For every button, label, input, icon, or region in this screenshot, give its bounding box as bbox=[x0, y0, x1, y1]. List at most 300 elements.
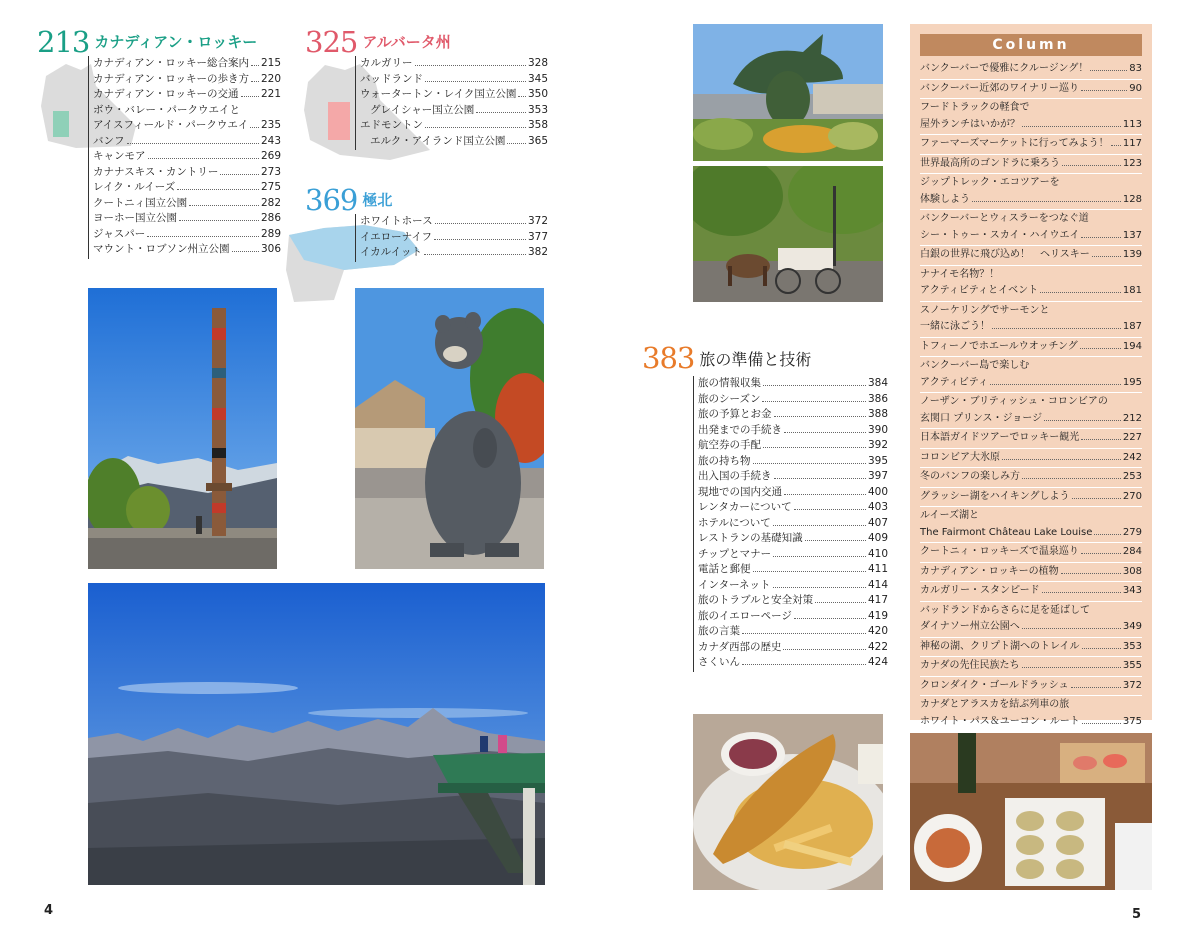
toc-entry-page: 384 bbox=[867, 377, 888, 389]
column-entry-page: 212 bbox=[1122, 412, 1142, 424]
column-entry-page: 349 bbox=[1122, 621, 1142, 632]
column-entry-title: ホワイト・パス＆ユーコン・ルート bbox=[920, 715, 1080, 727]
column-entry-title: グラッシー湖をハイキングしよう bbox=[920, 490, 1070, 502]
toc-entry bbox=[698, 593, 888, 609]
toc-entry-title: レストランの基礎知識 bbox=[698, 532, 803, 544]
toc-entry bbox=[698, 516, 888, 532]
toc-entry bbox=[360, 56, 548, 72]
column-entry-title: バンクーバーとウィスラーをつなぐ道 bbox=[920, 213, 1089, 224]
toc-entry-title: イエローナイフ bbox=[360, 230, 433, 243]
toc-entry-title: カナディアン・ロッキーの交通 bbox=[93, 88, 239, 100]
dot-leader bbox=[1022, 628, 1121, 629]
dot-leader bbox=[220, 174, 259, 175]
toc-entry-title: 旅のイエローページ bbox=[698, 609, 792, 622]
toc-entry-title: チップとマナー bbox=[698, 547, 772, 560]
column-entry-title: ジップトレック・エコツアーを bbox=[920, 177, 1060, 188]
toc-entry bbox=[360, 118, 548, 134]
section-title: 旅の準備と技術 bbox=[699, 350, 812, 369]
section-title: カナディアン・ロッキー bbox=[94, 33, 258, 51]
toc-list-north bbox=[355, 214, 548, 262]
column-entry-title: 白銀の世界に飛び込め！ ヘリスキー bbox=[920, 249, 1090, 260]
toc-entry-title: カルガリー bbox=[360, 57, 413, 69]
toc-entry bbox=[698, 376, 888, 392]
column-entry-title: コロンビア大氷原 bbox=[920, 451, 1000, 463]
column-entry-title: 日本語ガイドツアーでロッキー観光 bbox=[920, 432, 1080, 443]
toc-entry-page: 392 bbox=[867, 439, 888, 451]
toc-entry-page: 235 bbox=[260, 119, 281, 131]
column-entry-title: カナダの先住民族たち bbox=[920, 660, 1020, 671]
toc-entry-page: 417 bbox=[867, 594, 888, 606]
dot-leader bbox=[435, 223, 526, 224]
dot-leader bbox=[250, 127, 259, 128]
column-entry-title: 冬のバンフの楽しみ方 bbox=[920, 471, 1020, 482]
dot-leader bbox=[1062, 165, 1121, 166]
dot-leader bbox=[794, 618, 866, 619]
column-entry-page: 343 bbox=[1122, 585, 1142, 596]
section-header-rockies bbox=[37, 27, 257, 57]
toc-entry bbox=[698, 562, 888, 578]
toc-entry-title: 旅の予算とお金 bbox=[698, 408, 772, 420]
toc-entry-page: 390 bbox=[867, 423, 888, 436]
column-entry-page: 195 bbox=[1122, 376, 1142, 388]
photo-orca-topiary bbox=[693, 24, 883, 161]
toc-entry bbox=[93, 56, 281, 72]
column-entry bbox=[920, 135, 1142, 155]
column-entry bbox=[920, 602, 1142, 638]
dot-leader bbox=[425, 127, 526, 128]
section-number: 383 bbox=[642, 341, 695, 375]
toc-entry-page: 353 bbox=[527, 103, 548, 116]
toc-entry bbox=[698, 547, 888, 563]
dot-leader bbox=[1022, 478, 1121, 479]
dot-leader bbox=[1040, 292, 1121, 293]
toc-entry-title: ホワイトホース bbox=[360, 215, 433, 227]
dot-leader bbox=[476, 112, 526, 113]
column-entry-page: 284 bbox=[1122, 546, 1142, 557]
toc-entry-title: 旅の言葉 bbox=[698, 625, 740, 637]
column-entry-title: ダイナソー州立公園へ bbox=[920, 621, 1020, 632]
dot-leader bbox=[424, 254, 526, 255]
column-entry-title: 体験しよう bbox=[920, 193, 970, 205]
toc-entry bbox=[698, 640, 888, 656]
dot-leader bbox=[127, 143, 259, 144]
dot-leader bbox=[251, 81, 259, 82]
column-entry-title: ルイーズ湖と bbox=[920, 510, 979, 521]
dot-leader bbox=[507, 143, 526, 144]
dot-leader bbox=[232, 251, 259, 252]
toc-entry bbox=[698, 609, 888, 625]
column-entry bbox=[920, 60, 1142, 80]
dot-leader bbox=[1094, 534, 1121, 535]
toc-entry-page: 269 bbox=[260, 150, 281, 162]
column-entry-title: 一緒に泳ごう！ bbox=[920, 321, 990, 332]
toc-entry-title: カナディアン・ロッキーの歩き方 bbox=[93, 72, 250, 85]
column-heading: Column bbox=[920, 34, 1142, 56]
dot-leader bbox=[1082, 723, 1121, 724]
dot-leader bbox=[1081, 90, 1127, 91]
toc-entry-title: ボウ・バレー・パークウエイと bbox=[93, 103, 240, 116]
toc-entry bbox=[698, 423, 888, 439]
toc-entry bbox=[698, 655, 888, 671]
column-entry bbox=[920, 302, 1142, 338]
column-entry-title: ナナイモ名物？！ bbox=[920, 268, 1000, 280]
toc-entry bbox=[698, 578, 888, 594]
column-entry-page: 355 bbox=[1122, 660, 1142, 671]
column-entry-page: 123 bbox=[1122, 157, 1142, 169]
toc-entry-title: ヨーホー国立公園 bbox=[93, 212, 177, 224]
column-entry-page: 187 bbox=[1122, 321, 1142, 332]
toc-entry-title: 出発までの手続き bbox=[698, 423, 782, 436]
dot-leader bbox=[518, 96, 526, 97]
toc-entry-page: 306 bbox=[260, 243, 281, 255]
column-entry-title: 神秘の湖、クリプト湖へのトレイル bbox=[920, 640, 1080, 652]
toc-entry-page: 409 bbox=[867, 532, 888, 544]
dot-leader bbox=[1022, 667, 1121, 668]
toc-entry-title: エルク・アイランド国立公園 bbox=[370, 134, 506, 147]
toc-entry bbox=[698, 500, 888, 516]
toc-entry bbox=[93, 149, 281, 165]
section-number: 213 bbox=[37, 25, 90, 59]
column-entry bbox=[920, 449, 1142, 469]
toc-entry-page: 243 bbox=[260, 134, 281, 147]
column-entry-title: カナディアン・ロッキーの植物 bbox=[920, 565, 1059, 577]
toc-entry-page: 372 bbox=[527, 215, 548, 227]
dot-leader bbox=[1081, 237, 1120, 238]
toc-entry-title: 旅の情報収集 bbox=[698, 377, 761, 389]
toc-list-alberta bbox=[355, 56, 548, 150]
column-entry-title: 世界最高所のゴンドラに乗ろう bbox=[920, 157, 1060, 169]
column-entry-title: アクティビティとイベント bbox=[920, 285, 1039, 296]
toc-entry-title: インターネット bbox=[698, 578, 771, 591]
column-entry bbox=[920, 543, 1142, 563]
column-entry bbox=[920, 80, 1142, 100]
toc-entry bbox=[360, 87, 548, 103]
toc-entry bbox=[93, 227, 281, 243]
column-entry-page: 117 bbox=[1122, 138, 1142, 149]
toc-entry-page: 220 bbox=[260, 72, 281, 85]
toc-entry bbox=[698, 469, 888, 485]
toc-entry-page: 328 bbox=[527, 57, 548, 69]
photo-oysters-and-wine bbox=[910, 733, 1152, 890]
toc-entry-page: 382 bbox=[527, 246, 548, 258]
dot-leader bbox=[1022, 126, 1121, 127]
toc-entry bbox=[698, 392, 888, 408]
column-entry-page: 90 bbox=[1129, 82, 1142, 94]
toc-entry bbox=[93, 242, 281, 258]
column-entry-page: 137 bbox=[1122, 229, 1142, 241]
dot-leader bbox=[241, 96, 259, 97]
column-entry-title: シー・トゥー・スカイ・ハイウエイ bbox=[920, 229, 1080, 241]
toc-entry-page: 365 bbox=[527, 134, 548, 147]
dot-leader bbox=[784, 432, 866, 433]
dot-leader bbox=[1082, 648, 1121, 649]
dot-leader bbox=[784, 494, 866, 495]
column-entry-page: 139 bbox=[1122, 249, 1142, 260]
column-entry bbox=[920, 174, 1142, 210]
toc-entry-page: 386 bbox=[867, 392, 888, 405]
dot-leader bbox=[972, 201, 1121, 202]
toc-entry-title: クートニィ国立公園 bbox=[93, 196, 188, 209]
column-entry-page: 353 bbox=[1122, 640, 1142, 652]
toc-entry-title: カナナスキス・カントリー bbox=[93, 165, 219, 178]
toc-entry bbox=[360, 230, 548, 246]
column-entry bbox=[920, 246, 1142, 266]
toc-entry-page: 420 bbox=[867, 625, 888, 637]
column-entry bbox=[920, 210, 1142, 246]
photo-totem-pole bbox=[88, 288, 277, 569]
toc-entry bbox=[360, 103, 548, 119]
column-entry-page: 253 bbox=[1122, 471, 1142, 482]
column-entry bbox=[920, 468, 1142, 488]
column-entry-title: バンクーバー島で楽しむ bbox=[920, 360, 1030, 371]
column-entry bbox=[920, 488, 1142, 508]
column-entry-title: クートニィ・ロッキーズで温泉巡り bbox=[920, 546, 1079, 557]
toc-entry-title: キャンモア bbox=[93, 150, 146, 162]
toc-entry-page: 273 bbox=[260, 165, 281, 178]
toc-entry-page: 350 bbox=[527, 88, 548, 100]
column-entry-page: 113 bbox=[1122, 118, 1142, 130]
toc-entry-page: 358 bbox=[527, 119, 548, 131]
dot-leader bbox=[783, 649, 865, 650]
dot-leader bbox=[425, 81, 526, 82]
column-entry bbox=[920, 99, 1142, 135]
section-title: アルバータ州 bbox=[362, 33, 451, 51]
dot-leader bbox=[1081, 439, 1121, 440]
dot-leader bbox=[189, 205, 259, 206]
toc-entry bbox=[698, 485, 888, 501]
dot-leader bbox=[1072, 498, 1121, 499]
toc-entry-page: 410 bbox=[867, 547, 888, 560]
toc-entry-title: カナダ西部の歴史 bbox=[698, 640, 782, 653]
dot-leader bbox=[1080, 348, 1121, 349]
toc-entry-title: ジャスパー bbox=[93, 227, 146, 240]
toc-entry bbox=[698, 438, 888, 454]
column-entry bbox=[920, 357, 1142, 393]
dot-leader bbox=[1092, 256, 1121, 257]
dot-leader bbox=[147, 236, 259, 237]
column-entry-page: 270 bbox=[1122, 490, 1142, 502]
column-box bbox=[910, 24, 1152, 727]
column-entry bbox=[920, 638, 1142, 658]
toc-entry-page: 411 bbox=[867, 563, 888, 575]
dot-leader bbox=[742, 664, 866, 665]
dot-leader bbox=[1042, 592, 1121, 593]
toc-entry bbox=[93, 211, 281, 227]
dot-leader bbox=[763, 385, 866, 386]
dot-leader bbox=[179, 220, 259, 221]
dot-leader bbox=[773, 556, 866, 557]
toc-entry bbox=[360, 214, 548, 230]
toc-entry bbox=[93, 165, 281, 181]
toc-entry-page: 414 bbox=[867, 578, 888, 591]
toc-entry-title: エドモントン bbox=[360, 119, 423, 131]
column-entry-title: 玄関口 プリンス・ジョージ bbox=[920, 412, 1043, 424]
column-entry-page: 194 bbox=[1122, 340, 1142, 352]
toc-entry bbox=[93, 87, 281, 103]
toc-entry-page: 345 bbox=[527, 72, 548, 85]
toc-entry bbox=[360, 245, 548, 261]
toc-entry bbox=[360, 72, 548, 88]
toc-entry bbox=[93, 72, 281, 88]
column-entry-page: 375 bbox=[1122, 715, 1142, 727]
toc-entry bbox=[698, 407, 888, 423]
toc-entry bbox=[360, 134, 548, 150]
column-entry bbox=[920, 657, 1142, 677]
dot-leader bbox=[1061, 573, 1121, 574]
column-entry-title: クロンダイク・ゴールドラッシュ bbox=[920, 679, 1069, 691]
column-entry bbox=[920, 507, 1142, 543]
toc-list-rockies bbox=[88, 56, 281, 259]
column-entry bbox=[920, 696, 1142, 732]
toc-entry-page: 289 bbox=[260, 227, 281, 240]
toc-entry-page: 221 bbox=[260, 88, 281, 100]
toc-entry-title: レンタカーについて bbox=[698, 501, 792, 513]
toc-entry-page: 424 bbox=[867, 656, 888, 668]
dot-leader bbox=[1081, 553, 1121, 554]
toc-entry bbox=[698, 624, 888, 640]
photo-horse-carriage bbox=[693, 166, 883, 302]
dot-leader bbox=[763, 447, 866, 448]
toc-entry bbox=[93, 180, 281, 196]
dot-leader bbox=[753, 463, 866, 464]
toc-entry-title: 電話と郵便 bbox=[698, 563, 751, 575]
column-entry bbox=[920, 429, 1142, 449]
dot-leader bbox=[148, 158, 259, 159]
column-entry-title: バンクーバーで優雅にクルージング！ bbox=[920, 63, 1089, 74]
column-entry-title: カナダとアラスカを結ぶ列車の旅 bbox=[920, 699, 1070, 710]
section-title: 極北 bbox=[362, 191, 393, 209]
photo-fish-and-chips bbox=[693, 714, 883, 890]
toc-entry-title: バッドランド bbox=[360, 72, 423, 85]
toc-list-preparation bbox=[693, 376, 888, 672]
toc-entry bbox=[93, 196, 281, 212]
column-entry-page: 308 bbox=[1122, 565, 1142, 577]
toc-entry bbox=[93, 103, 281, 119]
column-entry bbox=[920, 582, 1142, 602]
toc-entry-page: 215 bbox=[260, 57, 281, 69]
toc-entry-page: 419 bbox=[867, 609, 888, 622]
toc-entry-title: グレイシャー国立公園 bbox=[370, 103, 475, 116]
column-entry-title: スノーケリングでサーモンと bbox=[920, 304, 1050, 316]
toc-entry-page: 407 bbox=[867, 516, 888, 529]
section-header-preparation bbox=[642, 343, 811, 373]
dot-leader bbox=[1002, 459, 1121, 460]
column-entry bbox=[920, 677, 1142, 697]
column-entry-title: ノーザン・ブリティッシュ・コロンビアの bbox=[920, 396, 1108, 407]
toc-entry-title: 旅のトラブルと安全対策 bbox=[698, 594, 814, 606]
toc-entry-page: 403 bbox=[867, 501, 888, 513]
column-entry-title: ファーマーズマーケットに行ってみよう！ bbox=[920, 138, 1109, 149]
toc-entry-page: 377 bbox=[527, 230, 548, 243]
toc-entry-title: 旅のシーズン bbox=[698, 392, 761, 405]
column-entry-page: 181 bbox=[1122, 285, 1142, 296]
dot-leader bbox=[773, 525, 866, 526]
toc-entry-page: 286 bbox=[260, 212, 281, 224]
toc-entry-title: マウント・ロブソン州立公園 bbox=[93, 243, 230, 255]
toc-entry-title: さくいん bbox=[698, 656, 740, 668]
dot-leader bbox=[1044, 420, 1121, 421]
toc-entry-page: 275 bbox=[260, 181, 281, 193]
column-entry-page: 242 bbox=[1122, 451, 1142, 463]
section-number: 369 bbox=[305, 183, 358, 217]
column-list bbox=[920, 60, 1142, 732]
dot-leader bbox=[434, 239, 526, 240]
column-entry-page: 83 bbox=[1129, 63, 1142, 74]
column-entry-title: フードトラックの軽食で bbox=[920, 102, 1030, 113]
dot-leader bbox=[1090, 70, 1127, 71]
column-entry-title: アクティビティ bbox=[920, 376, 989, 388]
dot-leader bbox=[1071, 687, 1121, 688]
dot-leader bbox=[773, 587, 866, 588]
dot-leader bbox=[774, 416, 866, 417]
photo-bear-statue bbox=[355, 288, 544, 569]
column-entry-title: 屋外ランチはいかが？ bbox=[920, 118, 1020, 130]
toc-entry-title: ウォータートン・レイク国立公園 bbox=[360, 88, 517, 100]
toc-entry-title: レイク・ルイーズ bbox=[93, 181, 176, 193]
toc-entry-title: 現地での国内交通 bbox=[698, 485, 782, 498]
dot-leader bbox=[1111, 145, 1121, 146]
dot-leader bbox=[992, 328, 1121, 329]
column-entry bbox=[920, 266, 1142, 302]
column-entry-title: カルガリー・スタンピード bbox=[920, 585, 1040, 596]
toc-entry-page: 422 bbox=[867, 640, 888, 653]
photo-mountain-lookout bbox=[88, 583, 545, 885]
page-number-left: 4 bbox=[44, 903, 54, 918]
toc-entry-title: ホテルについて bbox=[698, 516, 771, 529]
toc-entry-page: 397 bbox=[867, 470, 888, 482]
toc-entry-page: 395 bbox=[867, 454, 888, 467]
column-entry-page: 128 bbox=[1122, 193, 1142, 205]
dot-leader bbox=[177, 189, 259, 190]
toc-entry-page: 282 bbox=[260, 196, 281, 209]
toc-entry-title: バンフ bbox=[93, 134, 125, 147]
toc-entry-title: 旅の持ち物 bbox=[698, 454, 751, 467]
column-entry-title: バンクーバー近郊のワイナリー巡り bbox=[920, 82, 1079, 94]
toc-entry-title: カナディアン・ロッキー総合案内 bbox=[93, 57, 250, 69]
toc-entry-title: イカルイット bbox=[360, 246, 422, 258]
column-entry bbox=[920, 155, 1142, 175]
toc-entry-page: 400 bbox=[867, 485, 888, 498]
toc-entry bbox=[93, 134, 281, 150]
section-header-alberta bbox=[305, 27, 451, 57]
dot-leader bbox=[742, 633, 866, 634]
toc-entry-title: 出入国の手続き bbox=[698, 470, 772, 482]
dot-leader bbox=[794, 509, 866, 510]
dot-leader bbox=[251, 65, 259, 66]
toc-entry-page: 388 bbox=[867, 408, 888, 420]
dot-leader bbox=[990, 384, 1121, 385]
section-header-north bbox=[305, 185, 392, 215]
column-entry-title: トフィーノでホエールウオッチング bbox=[920, 340, 1078, 352]
dot-leader bbox=[753, 571, 866, 572]
page-number-right: 5 bbox=[1132, 907, 1142, 922]
column-entry bbox=[920, 563, 1142, 583]
toc-entry bbox=[698, 531, 888, 547]
column-entry-title: バッドランドからさらに足を延ばして bbox=[920, 604, 1090, 616]
column-entry-page: 227 bbox=[1122, 432, 1142, 443]
dot-leader bbox=[762, 401, 865, 402]
dot-leader bbox=[815, 602, 866, 603]
toc-entry bbox=[93, 118, 281, 134]
column-entry bbox=[920, 338, 1142, 358]
section-number: 325 bbox=[305, 25, 358, 59]
column-entry-page: 372 bbox=[1122, 679, 1142, 691]
toc-entry bbox=[698, 454, 888, 470]
dot-leader bbox=[415, 65, 526, 66]
column-entry-title: The Fairmont Château Lake Louise bbox=[920, 526, 1093, 538]
toc-entry-title: アイスフィールド・パークウエイ bbox=[93, 119, 249, 131]
toc-entry-title: 航空券の手配 bbox=[698, 439, 761, 451]
